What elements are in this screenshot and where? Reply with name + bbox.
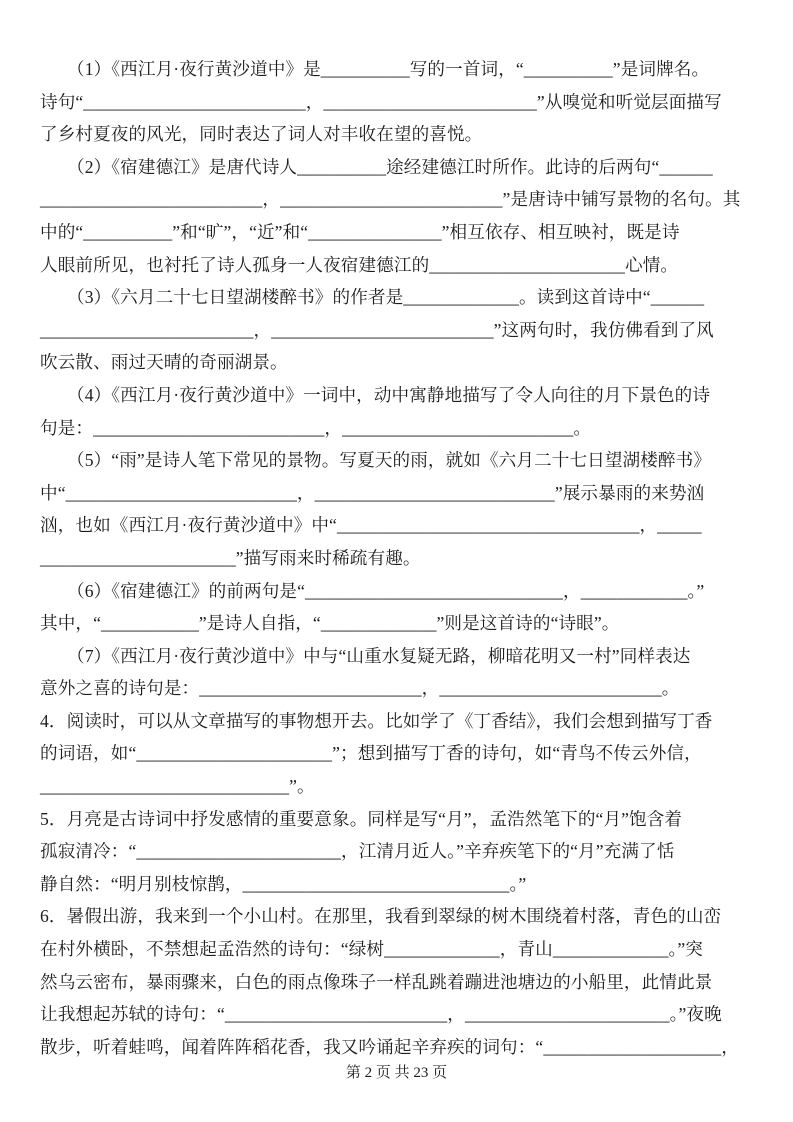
text-line: 4．阅读时，可以从文章描写的事物想开去。比如学了《丁香结》，我们会想到描写丁香 bbox=[40, 710, 713, 731]
text-line: 意外之喜的诗句是：_________________________，_________________________。 bbox=[40, 678, 680, 699]
text-line: 其中，“___________”是诗人自指，“_____________”则是这首诗的“诗眼”。 bbox=[40, 613, 620, 634]
text-line: 5．月亮是古诗词中抒发感情的重要意象。同样是写“月”，孟浩然笔下的“月”饱含着 bbox=[40, 808, 683, 829]
text-line: 诗句“_________________________，________________________”从嗅觉和听觉层面描写 bbox=[40, 91, 722, 112]
text-line: （1）《西江月·夜行黄沙道中》是__________写的一首词，“__________”是词牌名。 bbox=[67, 59, 710, 79]
text-line: _________________________，_________________________”是唐诗中铺写景物的名句。其 bbox=[40, 189, 741, 210]
text-line: 了乡村夏夜的风光，同时表达了词人对丰收在望的喜悦。 bbox=[40, 124, 483, 145]
text-line: ________________________，_________________________”这两句时，我仿佛看到了风 bbox=[40, 319, 714, 340]
text-line: 人眼前所见，也衬托了诗人孤身一人夜宿建德江的______________________心情。 bbox=[40, 254, 679, 275]
text-line: （7）《西江月·夜行黄沙道中》中与“山重水复疑无路，柳暗花明又一村”同样表达 bbox=[67, 645, 691, 666]
text-line: ______________________”描写雨来时稀疏有趣。 bbox=[40, 547, 421, 568]
text-line: 吹云散、雨过天晴的奇丽湖景。 bbox=[40, 352, 288, 373]
worksheet-body bbox=[40, 53, 754, 1063]
page-number: 第 2 页 共 23 页 bbox=[345, 1065, 448, 1081]
text-line: 中的“__________”和“旷”，“近”和“_______________”相互依存、相互映衬，既是诗 bbox=[40, 221, 680, 242]
text-line: （4）《西江月·夜行黄沙道中》一词中，动中寓静地描写了令人向往的月下景色的诗 bbox=[67, 384, 711, 405]
text-line: （6）《宿建德江》的前两句是“_____________________________，____________。” bbox=[67, 580, 705, 601]
text-line: 然乌云密布，暴雨骤来，白色的雨点像珠子一样乱跳着蹦进池塘边的小船里，此情此景 bbox=[40, 971, 713, 992]
text-line: 静自然：“明月别枝惊鹊，______________________________。” bbox=[40, 873, 527, 894]
text-line: 让我想起苏轼的诗句：“_________________________，_______________________。”夜晚 bbox=[40, 1004, 722, 1025]
text-line: （2）《宿建德江》是唐代诗人__________途经建德江时所作。此诗的后两句“______ bbox=[67, 156, 713, 177]
text-line: 中“__________________________，___________________________”展示暴雨的来势汹 bbox=[40, 482, 705, 503]
text-line: ____________________________”。 bbox=[40, 776, 315, 797]
text-line: 散步，听着蛙鸣，闻着阵阵稻花香，我又吟诵起辛弃疾的词句：“____________________， bbox=[40, 1036, 739, 1057]
text-line: （5）“雨”是诗人笔下常见的景物。写夏天的雨，就如《六月二十七日望湖楼醉书》 bbox=[67, 450, 711, 471]
text-line: 在村外横卧，不禁想起孟浩然的诗句：“绿树_____________，青山_____________。”突 bbox=[40, 939, 703, 960]
text-line: 的词语，如“______________________”；想到描写丁香的诗句，如“青鸟不传云外信， bbox=[40, 743, 702, 764]
text-line: 句是：__________________________，__________________________。 bbox=[40, 417, 592, 438]
text-line: 汹，也如《西江月·夜行黄沙道中》中“__________________________________，_____ bbox=[40, 515, 702, 536]
text-line: （3）《六月二十七日望湖楼醉书》的作者是_____________。读到这首诗中“______ bbox=[67, 287, 705, 308]
text-line: 孤寂清冷：“_______________________，江清月近人。”辛弃疾笔下的“月”充满了恬 bbox=[40, 841, 675, 862]
text-line: 6．暑假出游，我来到一个小山村。在那里，我看到翠绿的树木围绕着村落，青色的山峦 bbox=[40, 906, 722, 927]
